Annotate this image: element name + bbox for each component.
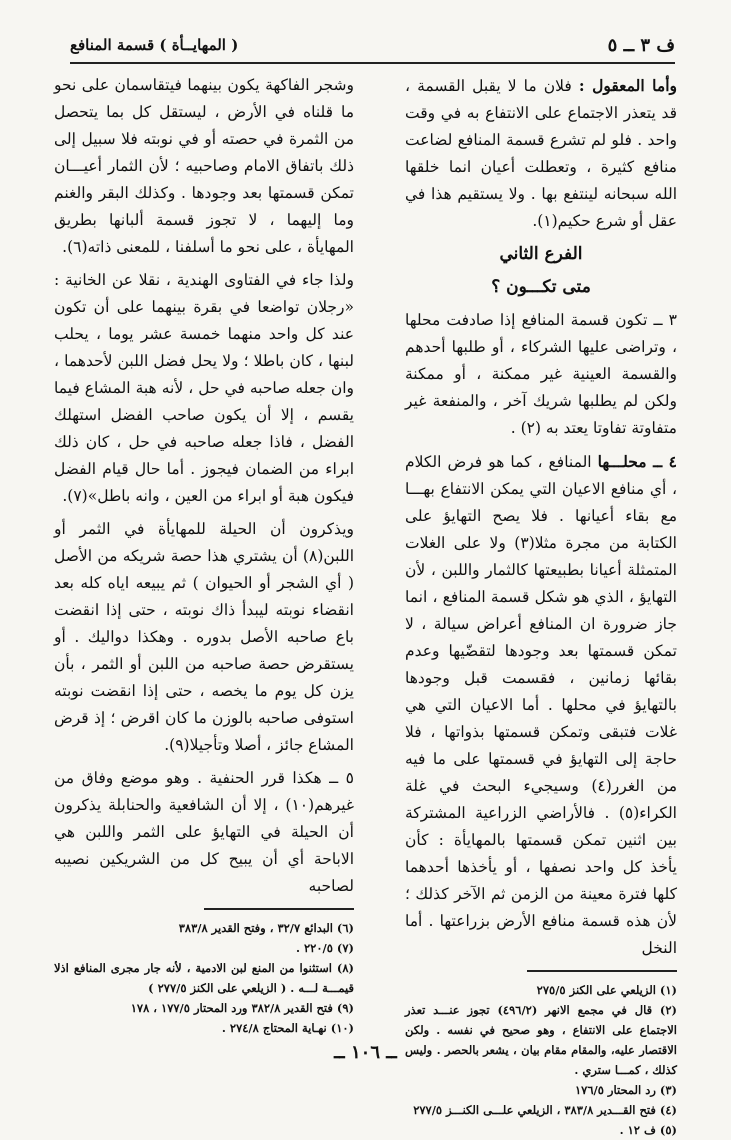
footnote: (٢) قال في مجمع الانهر (٤٩٦/٢) تجوز عنـــد تعذر الاجتماع على الانتفاع ، وهو صحيح في نفسه . ولكن الاقتصار عليه، والمقام مقام بيان ، يشعر بالحصر . وليس كذلك ، كمـــا ستري . <box>405 1003 677 1077</box>
footnote: (٥) ف ١٢ . <box>619 1123 677 1137</box>
running-title: ( المهايــأة ) قسمة المنافع <box>70 36 239 54</box>
right-column <box>405 72 677 1140</box>
footnote: (١٠) نهـاية المحتاج ٢٧٤/٨ . <box>221 1021 354 1035</box>
footnote: (٨) استثنوا من المنع لبن الادمية ، لأنه جار مجرى المنافع اذلا قيمـــة لـــه . ( الزيلعي على الكنز ٢٧٧/٥ ) <box>54 961 354 995</box>
running-header <box>70 28 675 64</box>
paragraph: ٣ ــ تكون قسمة المنافع إذا صادفت محلها ، وتراضى عليها الشركاء ، أو طلبها أحدهم والقسمة العينية غير ممكنة ، أو ممكنة ولكن لم يطلبها شريك آخر ، والمنفعة غير متفاوتة تفاوتا يعتد به (٢) . <box>405 311 677 437</box>
footnote: (٣) رد المحتار ١٧٦/٥ <box>575 1083 677 1097</box>
paragraph <box>405 448 677 962</box>
paragraph <box>405 72 677 235</box>
paragraph-lead: وأما المعقول : <box>578 76 677 95</box>
footnote: (٧) ٢٢٠/٥ . <box>295 941 354 955</box>
section-subheading: متى تكـــون ؟ <box>491 277 591 297</box>
footnote: (١) الزيلعي على الكنز ٢٧٥/٥ <box>536 983 677 997</box>
left-column <box>54 72 354 1038</box>
paragraph-text: فلان ما لا يقبل القسمة ، قد يتعذر الاجتماع على الانتفاع به في وقت واحد . فلو لم تشرع قسمة المنافع لضاعت منافع كثيرة ، وتعطلت أعيان انما خلقها الله سبحانه لينتفع بها . ولا يستقيم هذا في عقل أو شرع حكيم(١). <box>405 77 677 230</box>
paragraph: ويذكرون أن الحيلة للمهايأة في الثمر أو اللبن(٨) أن يشتري هذا حصة شريكه من الأصل ( أي الشجر أو الحيوان ) ثم يبيعه اياه كله بعد انقضاء نوبته ليبدأ ذاك نوبته ، حتى إذا انقضت باع صاحبه الأصل بدوره . وهكذا دواليك . أو يستقرض حصة صاحبه من اللبن أو الثمر ، بأن يزن كل يوم ما يخصه ، حتى إذا انقضت نوبته استوفى صاحبه بالوزن ما كان اقرض ؛ إذ قرض المشاع جائز ، أصلا وتأجيلا(٩). <box>54 520 354 754</box>
footnote-divider <box>204 908 354 910</box>
footnote: (٩) فتح القدير ٣٨٢/٨ ورد المحتار ١٧٧/٥ ، ١٧٨ <box>130 1001 354 1015</box>
section-heading: الفرع الثاني <box>499 244 583 264</box>
paragraph: ٥ ــ هكذا قرر الحنفية . وهو موضع وفاق من غيرهم(١٠) ، إلا أن الشافعية والحنابلة يذكرون أن الحيلة في التهايؤ على الثمر واللبن هي الاباحة أي أن يبيح كل من الشريكين نصيبه لصاحبه <box>54 769 354 895</box>
footnote: (٦) البدائع ٣٢/٧ ، وفتح القدير ٣٨٣/٨ <box>178 921 354 935</box>
page-number: ــ ١٠٦ ــ <box>334 1042 397 1063</box>
section-reference: ف ٣ ــ ٥ <box>607 34 675 56</box>
paragraph-text: المنافع ، كما هو فرض الكلام ، أي منافع الاعيان التي يمكن الانتفاع بهـــا مع بقاء أعيانها . فلا يصح التهايؤ على الكتابة من مجرة مثلا(٣) ولا على الغلات المتمثلة أعيانا بطبيعتها كالثمار واللبن ، لأن التهايؤ ، الذي هو شكل قسمة المنافع ، انما جاز ضرورة ان المنافع أعراض سيالة ، لا تمكن قسمتها بعد وجودها لتقضّيها وعدم بقائها زمانين ، فقسمت قبل وجودها بالتهايؤ في محلها . أما الاعيان التي هي غلات فتبقى وتمكن قسمتها بذواتها ، فلا حاجة إلى التهايؤ في قسمتها على ما فيه من الغرر(٤) وسيجيء البحث في غلة الكراء(٥) . فالأراضي الزراعية المشتركة بين اثنين تمكن قسمتها بالمهايأة : كأن يأخذ كل واحد نصفها ، أو يأخذها أحدهما كلها فترة معينة من الزمن ثم الآخر كذلك ؛ لأن هذه قسمة منافع الأرض بزراعتها . أما النخل <box>405 453 677 957</box>
paragraph: ولذا جاء في الفتاوى الهندية ، نقلا عن الخانية : «رجلان تواضعا في بقرة بينهما على أن تكون عند كل واحد منهما خمسة عشر يوما ، يحلب لبنها ، كان باطلا ؛ ولا يحل فضل اللبن لأحدهما ، وان جعله صاحبه في حل ، لأنه هبة المشاع فيما يقسم ، إلا أن يكون صاحب الفضل استهلك الفضل ، فاذا جعله صاحبه في حل ، كان ذلك ابراء من الضمان فيجوز . أما حال قيام الفضل فيكون هبة أو ابراء من العين ، وانه باطل»(٧). <box>54 271 354 505</box>
footnote: (٤) فتح القـــدير ٣٨٣/٨ ، الزيلعي علـــى الكنـــز ٢٧٧/٥ <box>413 1103 677 1117</box>
paragraph-lead: ٤ ــ محلـــها <box>597 452 677 471</box>
footnotes-left <box>54 918 354 1038</box>
paragraph: وشجر الفاكهة يكون بينهما فيتقاسمان على نحو ما قلناه في الأرض ، ليستقل كل بما يتحصل من الثمرة في حصته أو في نوبته فلا سبيل إلى ذلك باتفاق الامام وصاحبيه ؛ لأن الثمار أعيـــان تمكن قسمتها بعد وجودها . وكذلك البقر والغنم وما إليهما ، لا تجوز قسمة ألبانها بطريق المهايأة ، على نحو ما أسلفنا ، للمعنى ذاته(٦). <box>54 76 354 256</box>
footnote-divider <box>527 970 677 972</box>
